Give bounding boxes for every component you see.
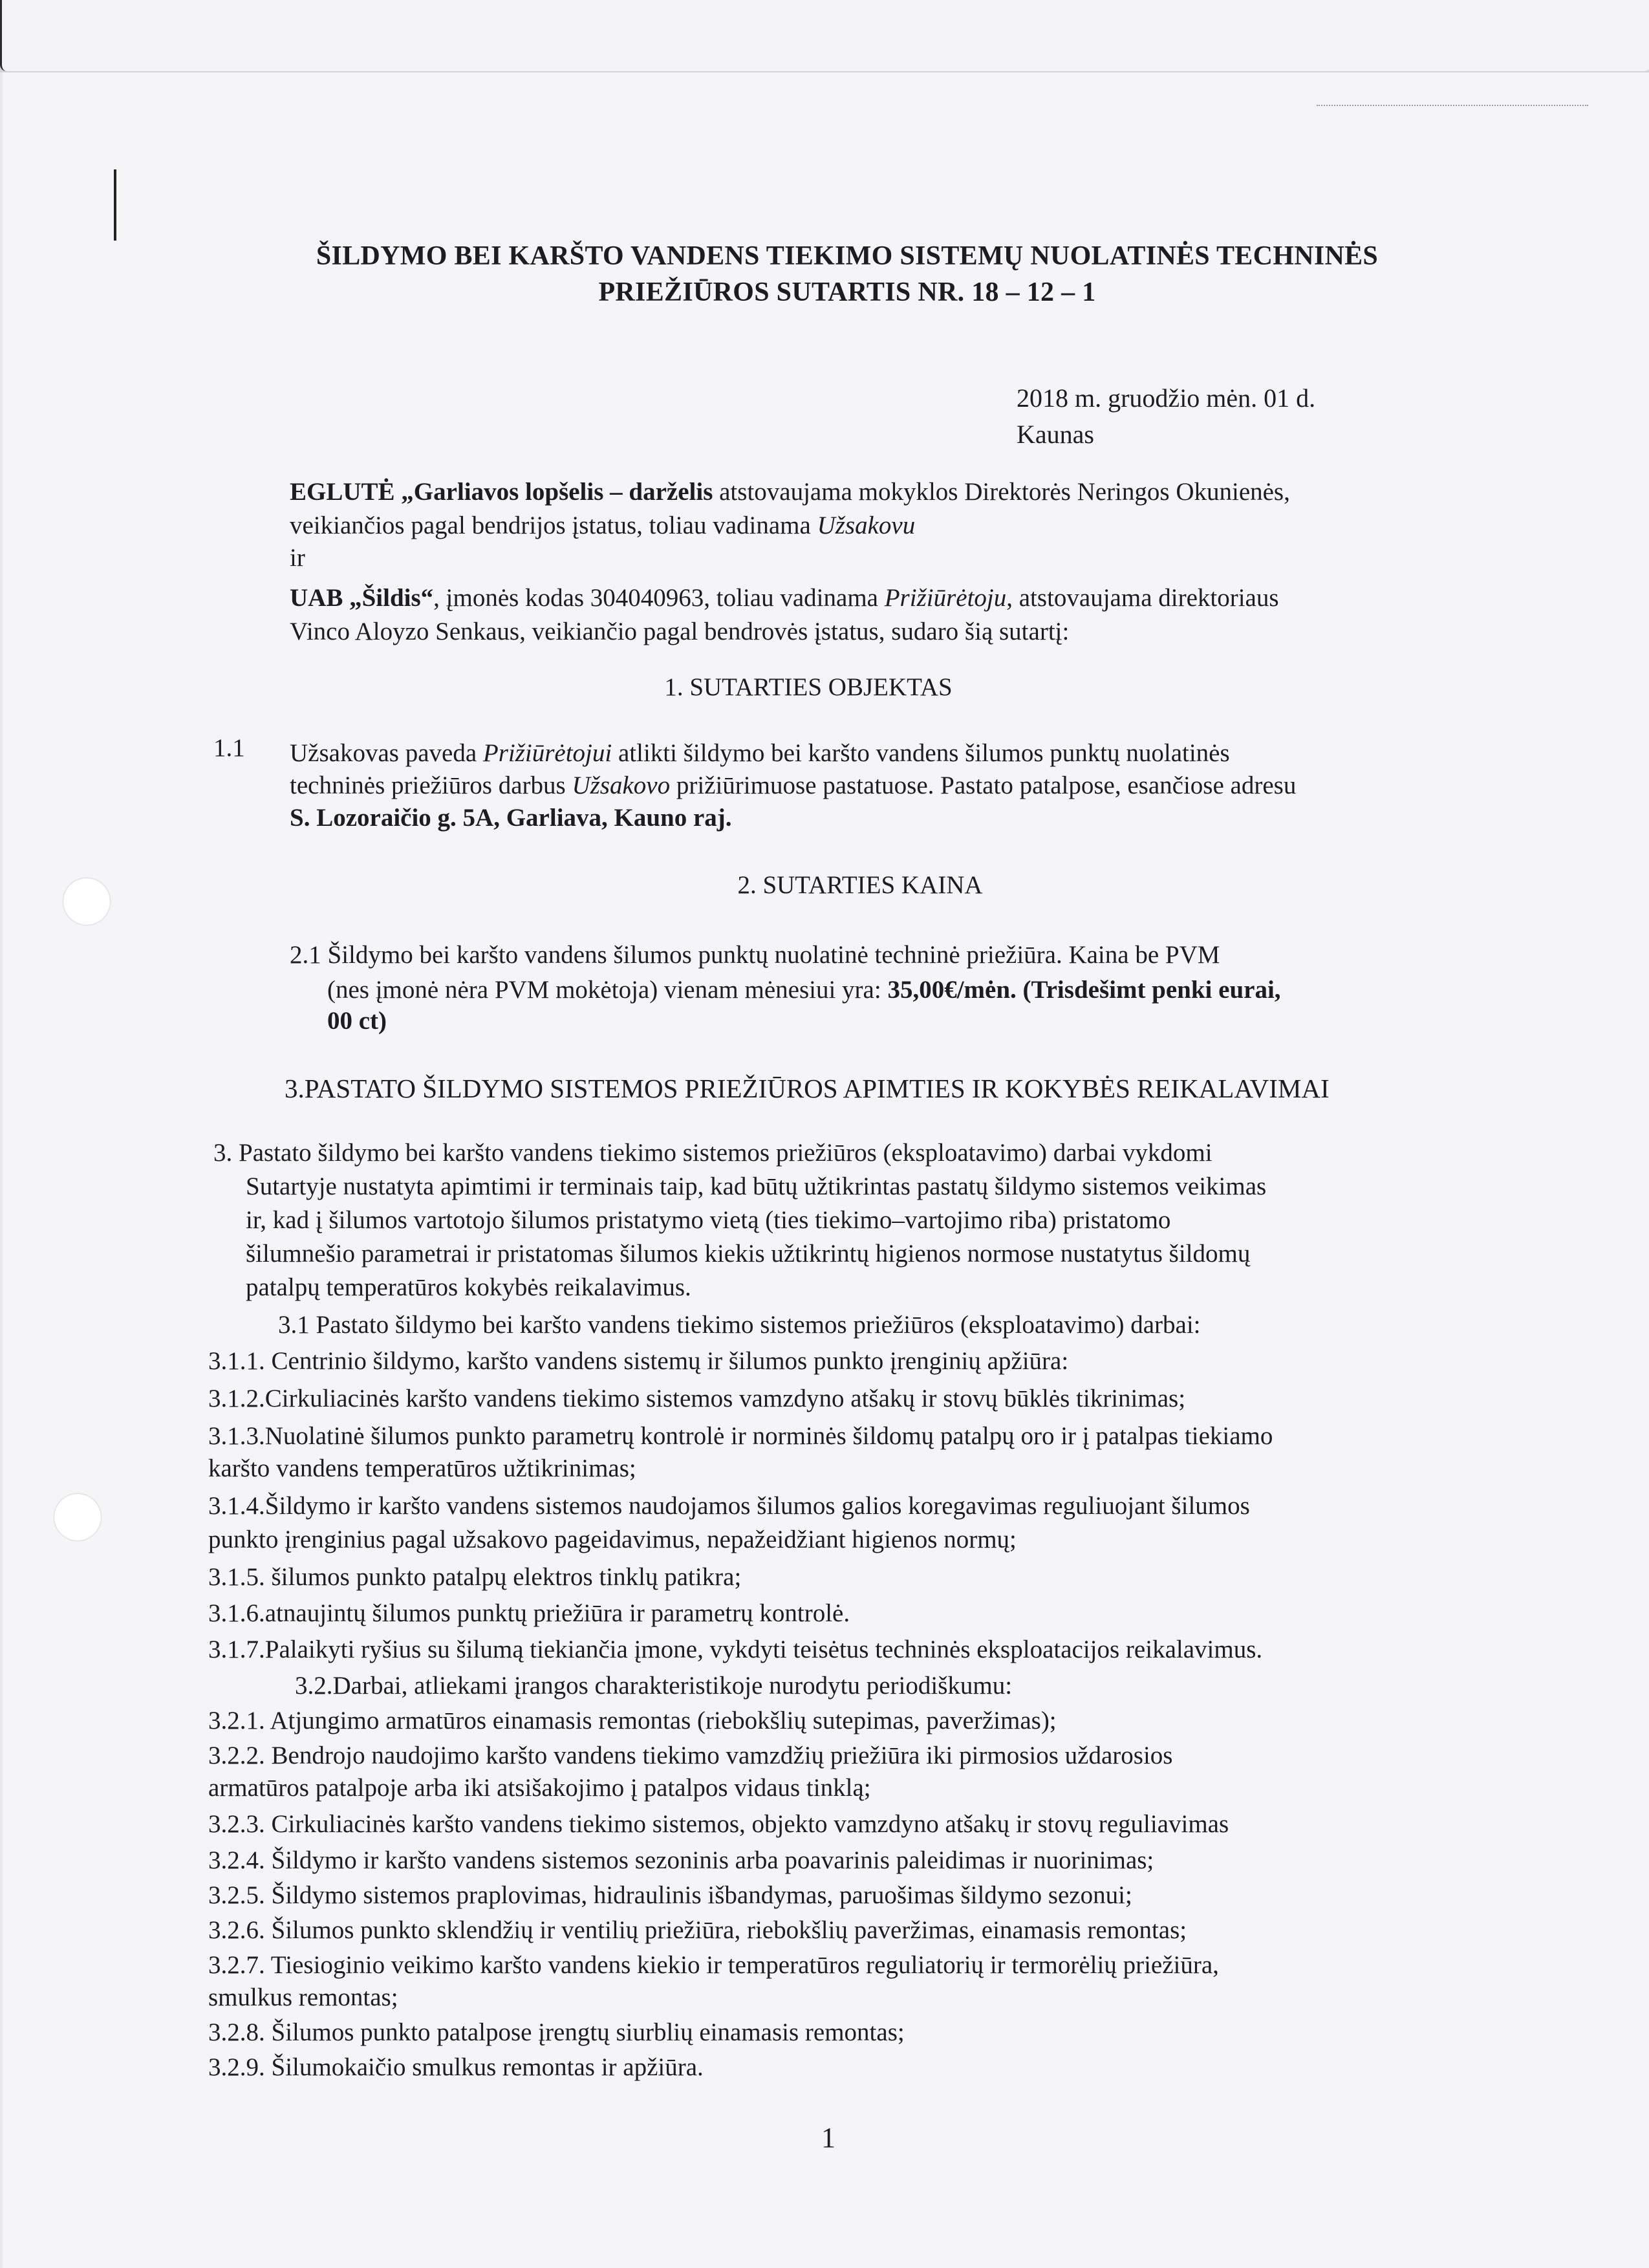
clause-3-2: 3.2.Darbai, atliekami įrangos charakteristikoje nurodytu periodiškumu: (295, 1672, 1013, 1700)
intro-line: ir, kad į šilumos vartotojo šilumos pristatymo vietą (ties tiekimo–vartojimo riba) pristatomo (246, 1206, 1171, 1234)
party-2-line-2: Vinco Aloyzo Senkaus, veikiančio pagal bendrovės įstatus, sudaro šią sutartį: (290, 618, 1070, 645)
date-line: 2018 m. gruodžio mėn. 01 d. (1017, 383, 1316, 413)
list-item: 3.1.1. Centrinio šildymo, karšto vandens sistemų ir šilumos punkto įrenginių apžiūra: (208, 1347, 1069, 1375)
list-item: 3.2.3. Cirkuliacinės karšto vandens tiekimo sistemos, objekto vamzdyno atšakų ir stovų reguliavimas (208, 1810, 1229, 1838)
punch-hole (63, 878, 110, 925)
intro-line: šilumnešio parametrai ir pristatomas šilumos kiekis užtikrintų higienos normose nustatytus šildomų (246, 1240, 1251, 1268)
section-2-heading: 2. SUTARTIES KAINA (737, 871, 983, 899)
list-item: 3.1.3.Nuolatinė šilumos punkto parametrų kontrolė ir norminės šildomų patalpų oro ir į patalpas tiekiamo (208, 1422, 1273, 1450)
address: S. Lozoraičio g. 5A, Garliava, Kauno raj. (290, 804, 732, 832)
party-1-line-1: EGLUTĖ „Garliavos lopšelis – darželis atstovaujama mokyklos Direktorės Neringos Okunienės, (290, 478, 1290, 506)
list-item: 3.1.4.Šildymo ir karšto vandens sistemos naudojamos šilumos galios koregavimas reguliuojant šilumos (208, 1492, 1250, 1520)
list-item: punkto įrenginius pagal užsakovo pageidavimus, nepažeidžiant higienos normų; (208, 1526, 1017, 1553)
role-label: Užsakovu (817, 512, 916, 539)
list-item: 3.1.5. šilumos punkto patalpų elektros tinklų patikra; (208, 1563, 742, 1591)
party-1-line-2: veikiančios pagal bendrijos įstatus, toliau vadinama Užsakovu (290, 512, 916, 539)
role-label: Prižiūrėtoju (884, 584, 1007, 612)
title-line-2: PRIEŽIŪROS SUTARTIS NR. 18 – 12 – 1 (598, 277, 1096, 307)
list-item: 3.2.4. Šildymo ir karšto vandens sistemos sezoninis arba poavarinis paleidimas ir nuorinimas; (208, 1846, 1154, 1874)
place-line: Kaunas (1017, 420, 1094, 449)
list-item: smulkus remontas; (208, 1983, 398, 2011)
list-item: 3.2.8. Šilumos punkto patalpose įrengtų siurblių einamasis remontas; (208, 2018, 905, 2046)
clause-1-1-line-1: Užsakovas paveda Prižiūrėtojui atlikti šildymo bei karšto vandens šilumos punktų nuolatinės (290, 739, 1230, 767)
list-item: 3.2.2. Bendrojo naudojimo karšto vandens tiekimo vamzdžių priežiūra iki pirmosios uždarosios (208, 1742, 1173, 1769)
clause-number: 1.1 (213, 734, 245, 762)
clause-3-1: 3.1 Pastato šildymo bei karšto vandens tiekimo sistemos priežiūros (eksploatavimo) darbai: (278, 1311, 1201, 1339)
party-2-line-1: UAB „Šildis“, įmonės kodas 304040963, toliau vadinama Prižiūrėtoju, atstovaujama direktoriaus (290, 584, 1279, 612)
list-item: 3.1.6.atnaujintų šilumos punktų priežiūra ir parametrų kontrolė. (208, 1599, 850, 1627)
list-item: 3.2.6. Šilumos punkto sklendžių ir ventilių priežiūra, riebokšlių paveržimas, einamasis remontas; (208, 1916, 1187, 1944)
price: 35,00€/mėn. (Trisdešimt penki eurai, (887, 976, 1281, 1004)
clause-2-1-line-1: 2.1 Šildymo bei karšto vandens šilumos punktų nuolatinė techninė priežiūra. Kaina be PVM (290, 941, 1220, 969)
clause-2-1-line-2: (nes įmonė nėra PVM mokėtoja) vienam mėnesiui yra: 35,00€/mėn. (Trisdešimt penki eurai, (327, 976, 1281, 1004)
clause-2-1-line-3: 00 ct) (327, 1007, 387, 1035)
section-3-heading: 3.PASTATO ŠILDYMO SISTEMOS PRIEŽIŪROS APIMTIES IR KOKYBĖS REIKALAVIMAI (285, 1074, 1330, 1103)
page-number: 1 (821, 2122, 835, 2154)
list-item: armatūros patalpoje arba iki atsišakojimo į patalpos vidaus tinklą; (208, 1774, 871, 1802)
document-title (233, 238, 1461, 310)
scan-speckle (1317, 105, 1588, 109)
intro-line: Sutartyje nustatyta apimtimi ir terminais taip, kad būtų užtikrintas pastatų šildymo sistemos veikimas (246, 1172, 1267, 1200)
title-line-1: ŠILDYMO BEI KARŠTO VANDENS TIEKIMO SISTEMŲ NUOLATINĖS TECHNINĖS (316, 241, 1379, 271)
punch-hole (54, 1494, 101, 1540)
intro-line: 3. Pastato šildymo bei karšto vandens tiekimo sistemos priežiūros (eksploatavimo) darbai vykdomi (213, 1139, 1212, 1167)
party-1-name: EGLUTĖ „Garliavos lopšelis – darželis (290, 478, 713, 506)
list-item: 3.2.1. Atjungimo armatūros einamasis remontas (riebokšlių sutepimas, paveržimas); (208, 1707, 1057, 1734)
and-word: ir (290, 544, 305, 572)
list-item: 3.2.7. Tiesioginio veikimo karšto vandens kiekio ir temperatūros reguliatorių ir termorėlių priežiūra, (208, 1951, 1219, 1979)
clause-1-1-line-2: techninės priežiūros darbus Užsakovo prižiūrimuose pastatuose. Pastato patalpose, esančiose adresu (290, 772, 1297, 799)
list-item: 3.2.9. Šilumokaičio smulkus remontas ir apžiūra. (208, 2053, 704, 2081)
list-item: 3.2.5. Šildymo sistemos praplovimas, hidraulinis išbandymas, paruošimas šildymo sezonui; (208, 1881, 1132, 1909)
intro-line: patalpų temperatūros kokybės reikalavimus. (246, 1273, 691, 1301)
list-item: 3.1.7.Palaikyti ryšius su šilumą tiekiančia įmone, vykdyti teisėtus techninės eksploatacijos reikalavimus. (208, 1636, 1263, 1663)
section-1-heading: 1. SUTARTIES OBJEKTAS (664, 673, 953, 701)
date-place (1017, 380, 1315, 453)
list-item: 3.1.2.Cirkuliacinės karšto vandens tiekimo sistemos vamzdyno atšakų ir stovų būklės tikrinimas; (208, 1385, 1186, 1412)
pen-mark (114, 169, 116, 241)
party-2-name: UAB „Šildis“ (290, 584, 434, 612)
list-item: karšto vandens temperatūros užtikrinimas; (208, 1454, 636, 1482)
scan-top-edge (0, 0, 1649, 71)
